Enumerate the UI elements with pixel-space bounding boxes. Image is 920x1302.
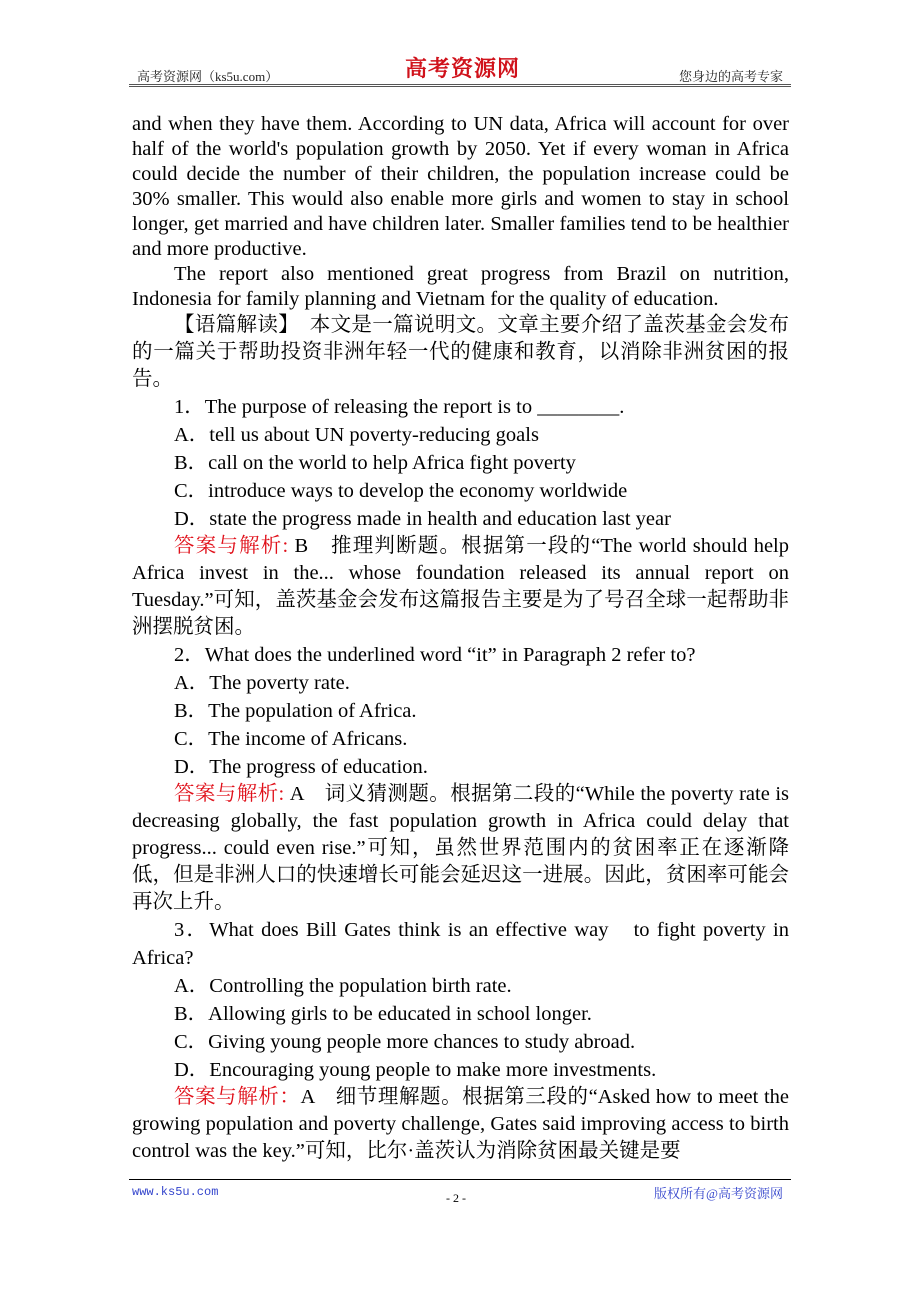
question-stem: 2．What does the underlined word “it” in Paragraph 2 refer to? [174, 644, 696, 666]
option-b: B．call on the world to help Africa fight poverty [174, 452, 576, 474]
option-d: D．state the progress made in health and education last year [174, 508, 671, 530]
option-a: A．The poverty rate. [174, 672, 350, 694]
option-c: C．The income of Africans. [174, 728, 408, 750]
option-b: B．Allowing girls to be educated in school longer. [174, 1003, 592, 1025]
reading-summary: 【语篇解读】 本文是一篇说明文。文章主要介绍了盖茨基金会发布的一篇关于帮助投资非洲年轻一代的健康和教育，以消除非洲贫困的报告。 [132, 314, 790, 390]
option-a: A．tell us about UN poverty-reducing goals [174, 424, 539, 446]
question-stem: 1．The purpose of releasing the report is to ________. [174, 396, 625, 418]
option-c: C．introduce ways to develop the economy worldwide [174, 480, 628, 502]
option-d: D．The progress of education. [174, 756, 428, 778]
header-logo: 高考资源网 [405, 56, 521, 82]
question-2 [132, 641, 789, 916]
answer-label: 答案与解析: [174, 783, 285, 805]
reading-label: 【语篇解读】 [174, 314, 289, 336]
page-number: - 2 - [446, 1191, 466, 1205]
answer-explanation: 答案与解析：A 细节理解题。根据第三段的“Asked how to meet the growing population and poverty challenge, Gates said improving access to birth control was the key.”可知，比尔·盖茨认为消除贫困最关键是要 [132, 1086, 790, 1162]
paragraph: and when they have them. According to UN data, Africa will account for over half of the world's population growth by 2050. Yet if every woman in Africa could decide the number of their children, the population increase could be 30% smaller. This would also enable more girls and women to stay in school longer, get married and have children later. Smaller families tend to be healthier and more productive. [132, 113, 789, 260]
footer-copyright: 版权所有@高考资源网 [654, 1186, 783, 1201]
question-stem: 3．What does Bill Gates think is an effective way to fight poverty in Africa? [132, 919, 789, 969]
document-body [132, 0, 789, 1165]
question-1 [132, 393, 789, 641]
option-b: B．The population of Africa. [174, 700, 417, 722]
option-a: A．Controlling the population birth rate. [174, 975, 512, 997]
footer-link[interactable]: www.ks5u.com [132, 1185, 219, 1199]
answer-label: 答案与解析: [174, 535, 289, 557]
answer-explanation: 答案与解析: B 推理判断题。根据第一段的“The world should help Africa invest in the... whose foundation released its annual report on Tuesday.”可知，盖茨基金会发布这篇报告主要是为了号召全球一起帮助非洲摆脱贫困。 [132, 535, 790, 638]
footer [129, 1179, 791, 1220]
answer-explanation: 答案与解析: A 词义猜测题。根据第二段的“While the poverty rate is decreasing globally, the fast population growth in Africa could delay that progress... could even rise.”可知，虽然世界范围内的贫困率正在逐渐降低，但是非洲人口的快速增长可能会延迟这一进展。因此，贫困率可能会再次上升。 [132, 783, 789, 913]
option-d: D．Encouraging young people to make more investments. [174, 1059, 657, 1081]
header-slogan: 您身边的高考专家 [678, 69, 783, 84]
question-3 [132, 916, 789, 1165]
header-site-name: 高考资源网（ks5u.com） [137, 69, 279, 84]
answer-label: 答案与解析： [174, 1086, 301, 1108]
paragraph: The report also mentioned great progress from Brazil on nutrition, Indonesia for family planning and Vietnam for the quality of education. [132, 263, 789, 310]
option-c: C．Giving young people more chances to study abroad. [174, 1031, 636, 1053]
